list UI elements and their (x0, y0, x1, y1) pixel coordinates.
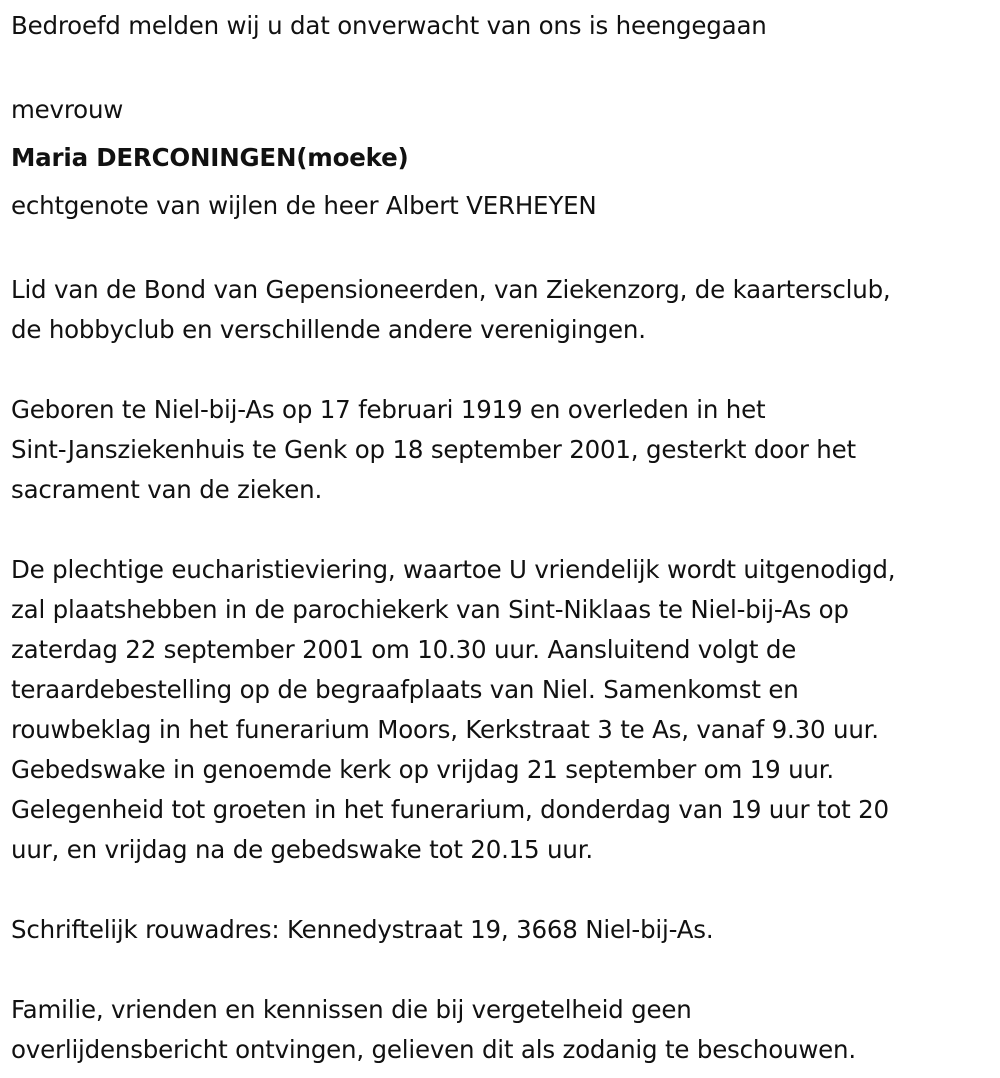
paragraph-line: Sint-Jansziekenhuis te Genk op 18 september 2001, gesterkt door het (11, 435, 856, 464)
paragraph-line: sacrament van de zieken. (11, 475, 323, 504)
spacer (11, 510, 996, 550)
paragraph-line: overlijdensbericht ontvingen, gelieven dit als zodanig te beschouwen. (11, 1035, 856, 1064)
paragraph-line: Lid van de Bond van Gepensioneerden, van Ziekenzorg, de kaartersclub, (11, 275, 891, 304)
deceased-name: Maria DERCONINGEN(moeke) (11, 143, 409, 172)
birth-death-paragraph (11, 390, 996, 510)
paragraph-line: zaterdag 22 september 2001 om 10.30 uur. Aansluitend volgt de (11, 635, 797, 664)
spacer (11, 870, 996, 910)
spacer (11, 46, 996, 86)
spacer (11, 350, 996, 390)
paragraph-line: de hobbyclub en verschillende andere verenigingen. (11, 315, 646, 344)
memberships-paragraph (11, 270, 996, 350)
paragraph-line: zal plaatshebben in de parochiekerk van Sint-Niklaas te Niel-bij-As op (11, 595, 849, 624)
address-line: Schriftelijk rouwadres: Kennedystraat 19, 3668 Niel-bij-As. (11, 915, 714, 944)
paragraph-line: rouwbeklag in het funerarium Moors, Kerkstraat 3 te As, vanaf 9.30 uur. (11, 715, 879, 744)
paragraph-line: teraardebestelling op de begraafplaats van Niel. Samenkomst en (11, 675, 799, 704)
paragraph-line: Familie, vrienden en kennissen die bij vergetelheid geen (11, 995, 692, 1024)
paragraph-line: De plechtige eucharistieviering, waartoe U vriendelijk wordt uitgenodigd, (11, 555, 896, 584)
obituary-document (11, 0, 996, 1070)
paragraph-line: Gelegenheid tot groeten in het funerarium, donderdag van 19 uur tot 20 (11, 795, 889, 824)
spacer (11, 230, 996, 270)
spouse-line: echtgenote van wijlen de heer Albert VERHEYEN (11, 191, 597, 220)
ceremony-paragraph (11, 550, 996, 870)
salutation: mevrouw (11, 95, 124, 124)
paragraph-line: Gebedswake in genoemde kerk op vrijdag 21 september om 19 uur. (11, 755, 834, 784)
closing-paragraph (11, 990, 996, 1070)
spacer (11, 950, 996, 990)
paragraph-line: Geboren te Niel-bij-As op 17 februari 1919 en overleden in het (11, 395, 766, 424)
paragraph-line: uur, en vrijdag na de gebedswake tot 20.15 uur. (11, 835, 593, 864)
intro-line: Bedroefd melden wij u dat onverwacht van ons is heengegaan (11, 11, 767, 40)
